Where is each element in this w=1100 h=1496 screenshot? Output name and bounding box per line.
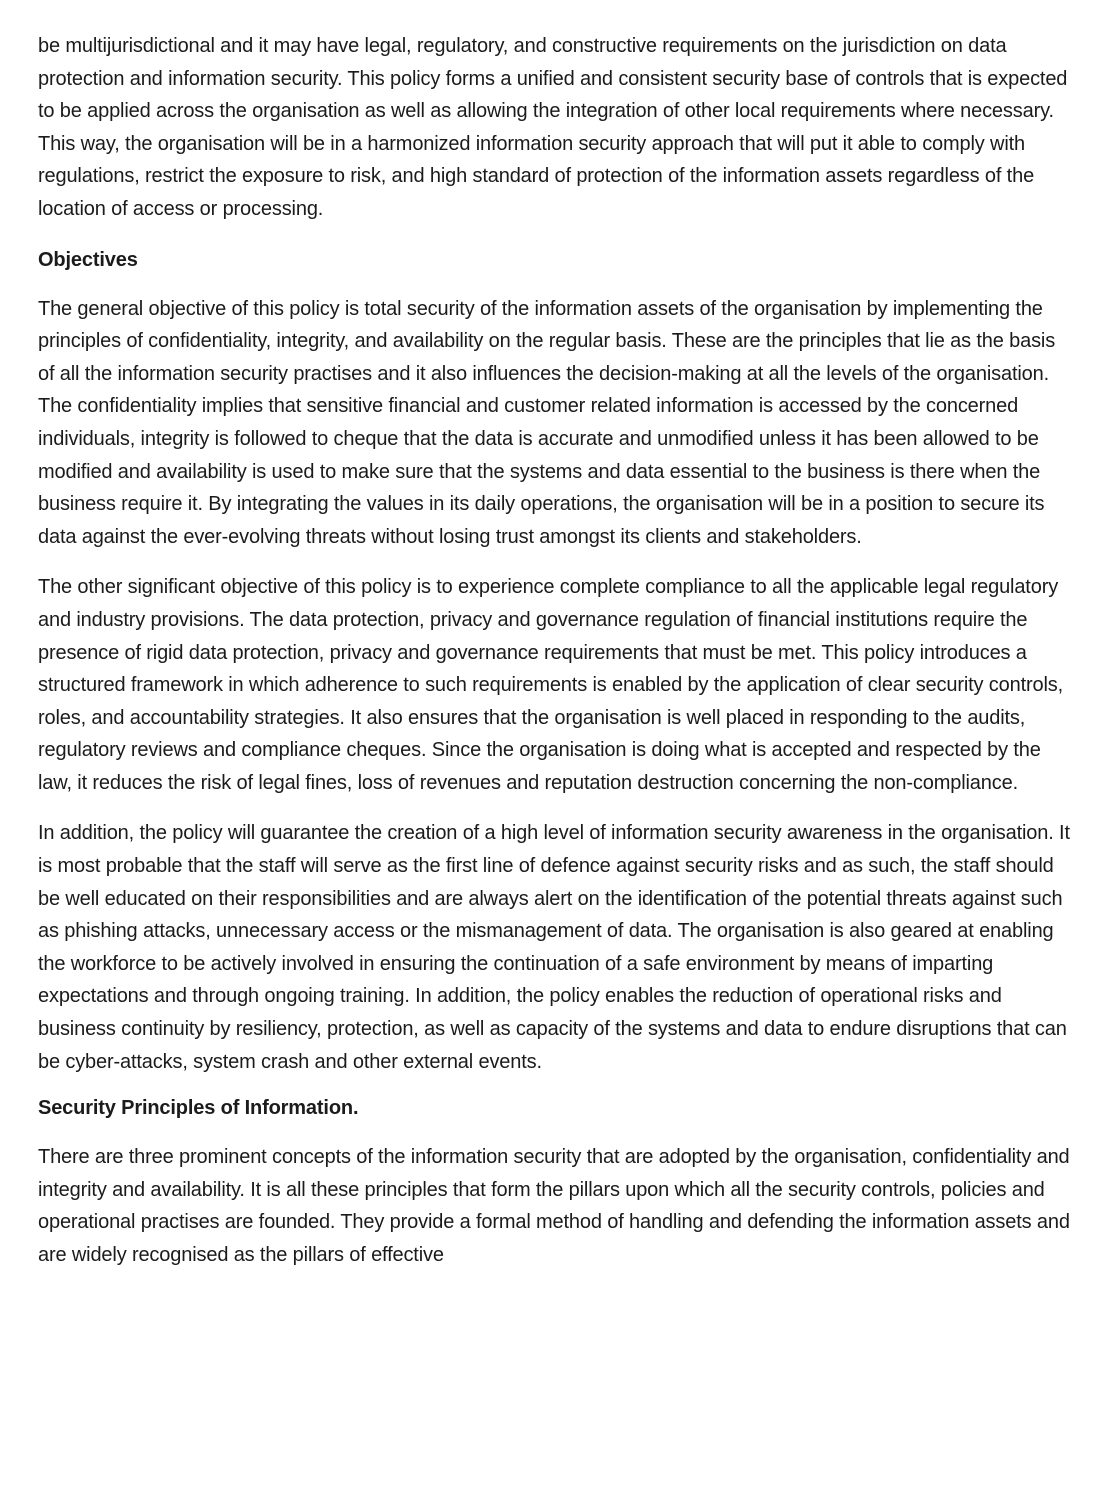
intro-paragraph: be multijurisdictional and it may have legal, regulatory, and constructive requirements on the jurisdiction on data protection and information security. This policy forms a unified and consistent security base of controls that is expected to be applied across the organisation as well as allowing the integration of other local requirements where necessary. This way, the organisation will be in a harmonized information security approach that will put it able to comply with regulations, restrict the exposure to risk, and high standard of protection of the information assets regardless of the location of access or processing. (38, 35, 1068, 220)
principles-heading: Security Principles of Information. (38, 1097, 359, 1120)
objectives-paragraph-3: In addition, the policy will guarantee the creation of a high level of information security awareness in the organisation. It is most probable that the staff will serve as the first line of defence against security risks and as such, the staff should be well educated on their responsibilities and are always alert on the identification of the potential threats against such as phishing attacks, unnecessary access or the mismanagement of data. The organisation is also geared at enabling the workforce to be actively involved in ensuring the continuation of a safe environment by means of imparting expectations and through ongoing training. In addition, the policy enables the reduction of operational risks and business continuity by resiliency, protection, as well as capacity of the systems and data to endure disruptions that can be cyber-attacks, system crash and other external events. (38, 822, 1070, 1073)
objectives-heading: Objectives (38, 248, 138, 271)
principles-paragraph: There are three prominent concepts of the information security that are adopted by the organisation, confidentiality and integrity and availability. It is all these principles that form the pillars upon which all the security controls, policies and operational practises are founded. They provide a formal method of handling and defending the information assets and are widely recognised as the pillars of effective (38, 1146, 1070, 1266)
objectives-paragraph-2: The other significant objective of this policy is to experience complete compliance to all the applicable legal regulatory and industry provisions. The data protection, privacy and governance regulation of financial institutions require the presence of rigid data protection, privacy and governance requirements that must be met. This policy introduces a structured framework in which adherence to such requirements is enabled by the application of clear security controls, roles, and accountability strategies. It also ensures that the organisation is well placed in responding to the audits, regulatory reviews and compliance cheques. Since the organisation is doing what is accepted and respected by the law, it reduces the risk of legal fines, loss of revenues and reputation destruction concerning the non-compliance. (38, 576, 1064, 794)
objectives-paragraph-1: The general objective of this policy is total security of the information assets of the organisation by implementing the principles of confidentiality, integrity, and availability on the regular basis. These are the principles that lie as the basis of all the information security practises and it also influences the decision-making at all the levels of the organisation. The confidentiality implies that sensitive financial and customer related information is accessed by the concerned individuals, integrity is followed to cheque that the data is accurate and unmodified unless it has been allowed to be modified and availability is used to make sure that the systems and data essential to the business is there when the business require it. By integrating the values in its daily operations, the organisation will be in a position to secure its data against the ever-evolving threats without losing trust amongst its clients and stakeholders. (38, 297, 1056, 548)
